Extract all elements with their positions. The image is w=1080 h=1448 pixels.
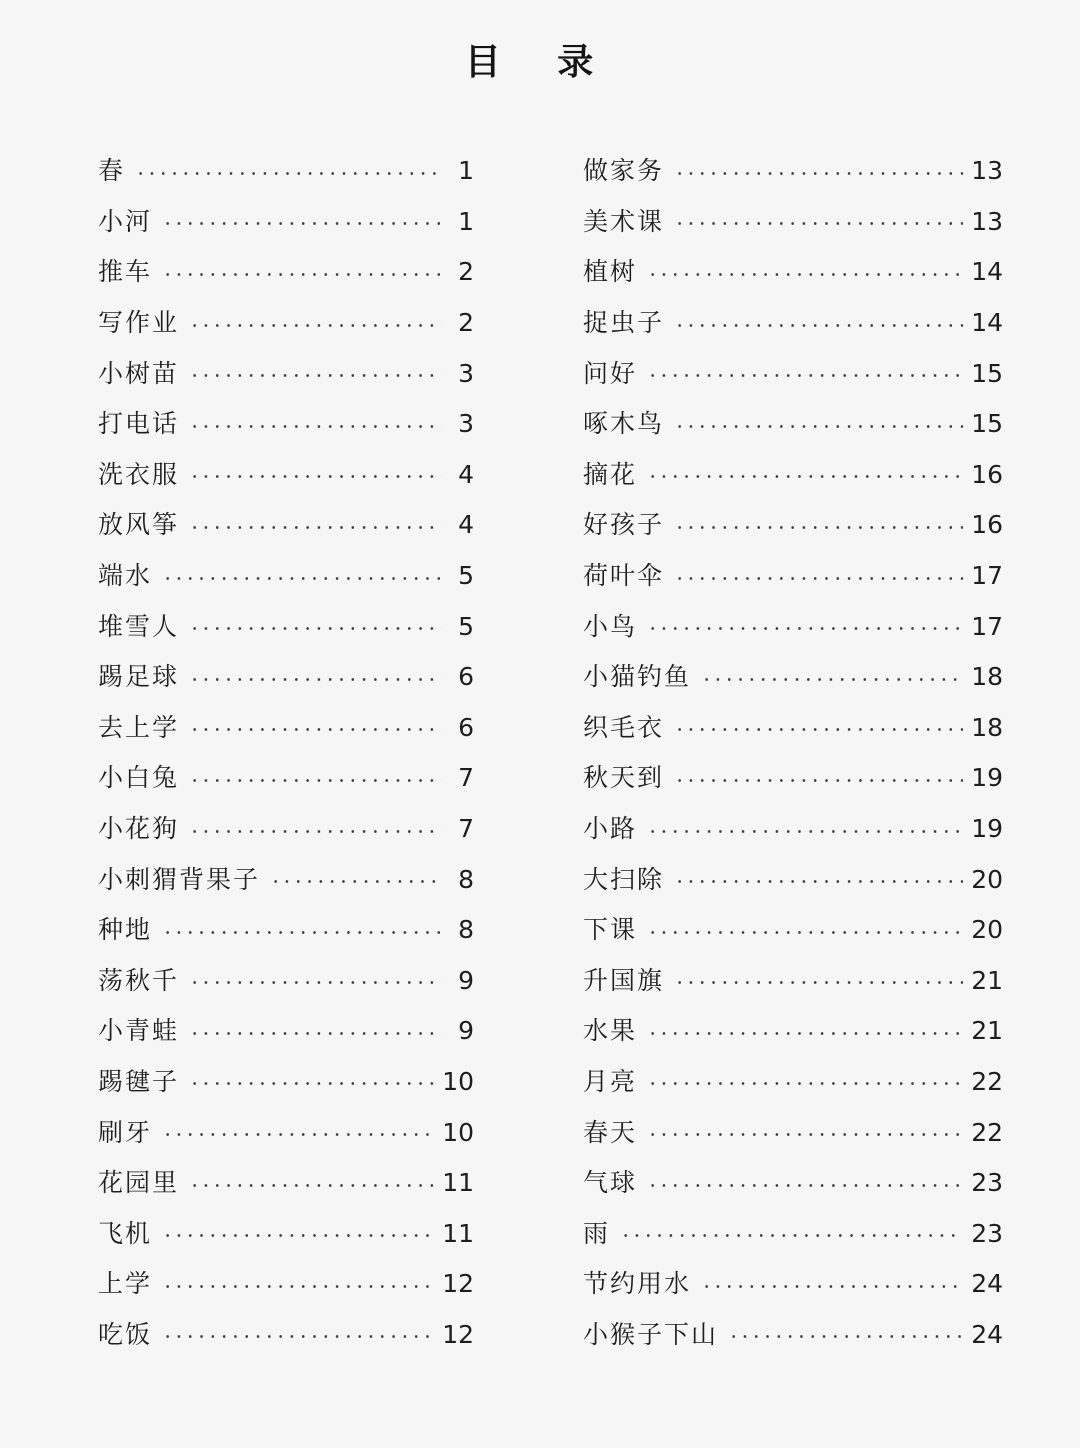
toc-entry-page-number: 19: [971, 763, 1003, 793]
toc-entry-title: 春: [98, 156, 126, 186]
toc-entry-page-number: 20: [971, 864, 1003, 894]
toc-entry[interactable]: [98, 652, 474, 703]
dot-leader: [162, 577, 442, 580]
toc-entry-page-number: 14: [971, 308, 1003, 338]
toc-entry[interactable]: [98, 1006, 474, 1057]
dot-leader: [728, 1335, 963, 1338]
dot-leader: [189, 779, 442, 782]
dot-leader: [189, 526, 442, 529]
toc-entry-page-number: 19: [971, 814, 1003, 844]
toc-entry-title: 小白兔: [98, 763, 180, 793]
toc-entry-title: 洗衣服: [98, 459, 180, 489]
toc-entry[interactable]: [583, 905, 1003, 956]
toc-entry[interactable]: [98, 703, 474, 754]
toc-entry[interactable]: [583, 1057, 1003, 1108]
toc-entry[interactable]: [98, 247, 474, 298]
toc-entry-page-number: 18: [971, 712, 1003, 742]
toc-entry-page-number: 9: [458, 965, 474, 995]
dot-leader: [189, 1184, 434, 1187]
toc-entry[interactable]: [98, 1107, 474, 1158]
toc-column-right: [583, 146, 1003, 1360]
dot-leader: [189, 374, 442, 377]
toc-entry-page-number: 8: [458, 864, 474, 894]
toc-entry-page-number: 13: [971, 156, 1003, 186]
dot-leader: [189, 678, 442, 681]
toc-entry-title: 小路: [583, 814, 638, 844]
toc-entry-page-number: 15: [971, 358, 1003, 388]
toc-entry-title: 去上学: [98, 712, 180, 742]
toc-entry-title: 水果: [583, 1016, 638, 1046]
toc-entry[interactable]: [583, 1107, 1003, 1158]
toc-entry-page-number: 2: [458, 257, 474, 287]
toc-entry-page-number: 2: [458, 308, 474, 338]
dot-leader: [189, 475, 442, 478]
toc-entry[interactable]: [583, 197, 1003, 248]
toc-entry-page-number: 24: [971, 1269, 1003, 1299]
toc-entry[interactable]: [98, 1259, 474, 1310]
toc-entry[interactable]: [583, 450, 1003, 501]
toc-entry-page-number: 14: [971, 257, 1003, 287]
dot-leader: [674, 526, 963, 529]
dot-leader: [701, 678, 963, 681]
dot-leader: [162, 222, 442, 225]
toc-entry-page-number: 16: [971, 510, 1003, 540]
toc-entry[interactable]: [583, 298, 1003, 349]
dot-leader: [647, 1082, 963, 1085]
toc-entry-page-number: 10: [442, 1066, 474, 1096]
toc-entry-title: 种地: [98, 915, 153, 945]
toc-entry[interactable]: [583, 348, 1003, 399]
toc-entry-page-number: 23: [971, 1168, 1003, 1198]
toc-entry-title: 织毛衣: [583, 712, 665, 742]
toc-entry-title: 荷叶伞: [583, 561, 665, 591]
dot-leader: [189, 425, 442, 428]
dot-leader: [674, 779, 963, 782]
toc-entry-page-number: 10: [442, 1117, 474, 1147]
toc-entry[interactable]: [98, 348, 474, 399]
dot-leader: [189, 1032, 442, 1035]
toc-entry-title: 堆雪人: [98, 611, 180, 641]
toc-entry-title: 小青蛙: [98, 1016, 180, 1046]
toc-entry-page-number: 17: [971, 561, 1003, 591]
toc-entry[interactable]: [583, 551, 1003, 602]
toc-entry[interactable]: [98, 1057, 474, 1108]
dot-leader: [647, 1133, 963, 1136]
toc-entry[interactable]: [583, 247, 1003, 298]
toc-entry-title: 吃饭: [98, 1319, 153, 1349]
toc-entry-title: 做家务: [583, 156, 665, 186]
toc-entry-title: 小鸟: [583, 611, 638, 641]
toc-entry-page-number: 1: [458, 156, 474, 186]
toc-entry-title: 月亮: [583, 1066, 638, 1096]
dot-leader: [162, 1133, 434, 1136]
toc-entry[interactable]: [583, 1158, 1003, 1209]
toc-entry[interactable]: [583, 804, 1003, 855]
toc-entry-title: 花园里: [98, 1168, 180, 1198]
toc-entry[interactable]: [583, 956, 1003, 1007]
toc-entry-page-number: 12: [442, 1269, 474, 1299]
toc-entry[interactable]: [98, 1310, 474, 1361]
dot-leader: [189, 728, 442, 731]
toc-entry[interactable]: [98, 146, 474, 197]
dot-leader: [647, 830, 963, 833]
toc-entry[interactable]: [583, 500, 1003, 551]
toc-entry-page-number: 18: [971, 662, 1003, 692]
toc-entry-title: 打电话: [98, 409, 180, 439]
toc-entry-page-number: 4: [458, 510, 474, 540]
toc-entry[interactable]: [583, 399, 1003, 450]
toc-entry-title: 气球: [583, 1168, 638, 1198]
dot-leader: [162, 1335, 434, 1338]
toc-entry[interactable]: [98, 298, 474, 349]
toc-entry[interactable]: [98, 450, 474, 501]
toc-entry-title: 小猴子下山: [583, 1319, 719, 1349]
dot-leader: [162, 1285, 434, 1288]
toc-entry[interactable]: [98, 197, 474, 248]
dot-leader: [647, 374, 963, 377]
toc-entry-title: 问好: [583, 358, 638, 388]
toc-entry-page-number: 23: [971, 1218, 1003, 1248]
dot-leader: [674, 880, 963, 883]
toc-entry[interactable]: [583, 1310, 1003, 1361]
toc-entry[interactable]: [583, 652, 1003, 703]
toc-entry-page-number: 12: [442, 1319, 474, 1349]
toc-entry[interactable]: [583, 1208, 1003, 1259]
toc-entry-title: 小花狗: [98, 814, 180, 844]
dot-leader: [162, 1234, 434, 1237]
toc-entry-page-number: 6: [458, 662, 474, 692]
toc-entry-page-number: 8: [458, 915, 474, 945]
toc-entry-page-number: 1: [458, 206, 474, 236]
toc-entry-page-number: 22: [971, 1066, 1003, 1096]
toc-entry-title: 下课: [583, 915, 638, 945]
toc-entry-title: 推车: [98, 257, 153, 287]
toc-entry-page-number: 6: [458, 712, 474, 742]
toc-entry[interactable]: [98, 854, 474, 905]
dot-leader: [701, 1285, 963, 1288]
dot-leader: [647, 273, 963, 276]
dot-leader: [189, 830, 442, 833]
toc-entry-title: 上学: [98, 1269, 153, 1299]
dot-leader: [189, 324, 442, 327]
dot-leader: [189, 627, 442, 630]
toc-entry-page-number: 7: [458, 763, 474, 793]
dot-leader: [674, 222, 963, 225]
toc-entry[interactable]: [583, 753, 1003, 804]
dot-leader: [647, 1184, 963, 1187]
toc-entry-title: 小河: [98, 206, 153, 236]
toc-entry-page-number: 21: [971, 965, 1003, 995]
dot-leader: [189, 1082, 434, 1085]
page-title: 目 录: [464, 42, 616, 83]
toc-entry[interactable]: [98, 905, 474, 956]
dot-leader: [135, 172, 442, 175]
toc-entry-page-number: 21: [971, 1016, 1003, 1046]
toc-entry[interactable]: [583, 1006, 1003, 1057]
toc-entry-page-number: 11: [442, 1218, 474, 1248]
toc-entry-page-number: 3: [458, 358, 474, 388]
toc-entry[interactable]: [98, 601, 474, 652]
toc-entry-title: 刷牙: [98, 1117, 153, 1147]
toc-entry-title: 放风筝: [98, 510, 180, 540]
toc-entry-title: 摘花: [583, 459, 638, 489]
dot-leader: [647, 1032, 963, 1035]
toc-entry-title: 雨: [583, 1218, 611, 1248]
toc-entry-page-number: 4: [458, 459, 474, 489]
toc-entry-page-number: 15: [971, 409, 1003, 439]
toc-entry-page-number: 7: [458, 814, 474, 844]
toc-entry-page-number: 9: [458, 1016, 474, 1046]
dot-leader: [674, 425, 963, 428]
toc-entry-title: 美术课: [583, 206, 665, 236]
toc-entry-title: 秋天到: [583, 763, 665, 793]
dot-leader: [674, 324, 963, 327]
dot-leader: [647, 627, 963, 630]
toc-entry-title: 踢毽子: [98, 1066, 180, 1096]
toc-entry[interactable]: [98, 399, 474, 450]
dot-leader: [674, 577, 963, 580]
dot-leader: [162, 931, 442, 934]
dot-leader: [647, 931, 963, 934]
toc-entry-title: 节约用水: [583, 1269, 692, 1299]
toc-entry[interactable]: [98, 551, 474, 602]
toc-entry-title: 捉虫子: [583, 308, 665, 338]
toc-entry[interactable]: [98, 1208, 474, 1259]
toc-entry-page-number: 5: [458, 561, 474, 591]
toc-entry-title: 飞机: [98, 1218, 153, 1248]
toc-entry-title: 啄木鸟: [583, 409, 665, 439]
toc-entry[interactable]: [98, 804, 474, 855]
toc-entry-page-number: 24: [971, 1319, 1003, 1349]
toc-entry-page-number: 3: [458, 409, 474, 439]
dot-leader: [647, 475, 963, 478]
toc-entry-title: 荡秋千: [98, 965, 180, 995]
dot-leader: [674, 172, 963, 175]
toc-entry[interactable]: [98, 500, 474, 551]
toc-entry-title: 春天: [583, 1117, 638, 1147]
toc-entry-title: 好孩子: [583, 510, 665, 540]
dot-leader: [189, 981, 442, 984]
toc-entry-page-number: 5: [458, 611, 474, 641]
toc-entry-page-number: 11: [442, 1168, 474, 1198]
dot-leader: [674, 981, 963, 984]
toc-entry[interactable]: [583, 146, 1003, 197]
toc-entry[interactable]: [98, 956, 474, 1007]
toc-entry-page-number: 22: [971, 1117, 1003, 1147]
toc-entry-title: 写作业: [98, 308, 180, 338]
toc-entry-page-number: 20: [971, 915, 1003, 945]
toc-entry[interactable]: [583, 601, 1003, 652]
toc-entry-title: 升国旗: [583, 965, 665, 995]
dot-leader: [162, 273, 442, 276]
toc-column-left: [98, 146, 474, 1360]
toc-entry-page-number: 16: [971, 459, 1003, 489]
dot-leader: [620, 1234, 963, 1237]
toc-entry[interactable]: [583, 854, 1003, 905]
toc-entry-page-number: 17: [971, 611, 1003, 641]
dot-leader: [674, 728, 963, 731]
toc-entry-title: 踢足球: [98, 662, 180, 692]
toc-entry-title: 小刺猬背果子: [98, 864, 261, 894]
toc-entry-title: 小树苗: [98, 358, 180, 388]
toc-entry-title: 植树: [583, 257, 638, 287]
dot-leader: [270, 880, 442, 883]
toc-entry-page-number: 13: [971, 206, 1003, 236]
toc-entry-title: 小猫钓鱼: [583, 662, 692, 692]
toc-entry[interactable]: [98, 1158, 474, 1209]
toc-entry[interactable]: [98, 753, 474, 804]
toc-entry-title: 端水: [98, 561, 153, 591]
toc-entry[interactable]: [583, 703, 1003, 754]
toc-entry[interactable]: [583, 1259, 1003, 1310]
toc-entry-title: 大扫除: [583, 864, 665, 894]
